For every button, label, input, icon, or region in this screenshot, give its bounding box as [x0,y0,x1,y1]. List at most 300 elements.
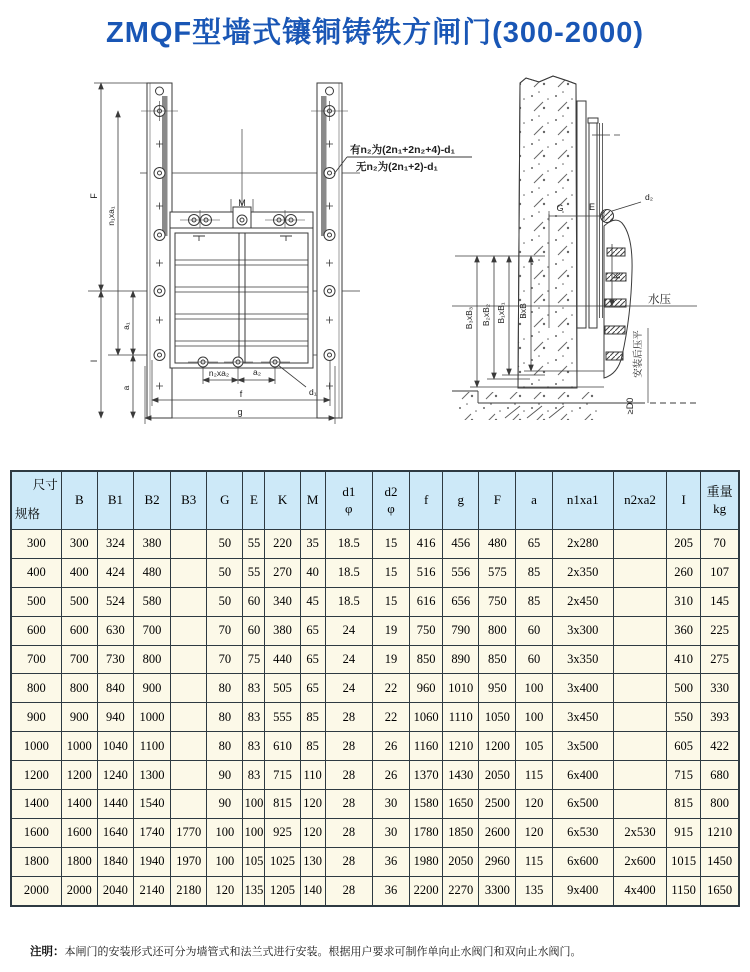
table-cell: 815 [265,790,300,819]
table-cell: 115 [516,847,552,876]
table-cell: 90 [207,790,243,819]
table-header-row [11,471,739,530]
column-header: B3 [171,471,207,530]
column-header: n2xa2 [613,471,666,530]
column-header: I [667,471,701,530]
table-cell [613,530,666,559]
table-cell: 890 [443,645,479,674]
table-cell [613,732,666,761]
table-cell: 1210 [443,732,479,761]
table-cell: 840 [97,674,133,703]
table-cell: 1580 [410,790,443,819]
table-cell: 3x400 [552,674,613,703]
table-cell: 1110 [443,703,479,732]
dim-label-b3xb3: B₃xB₃ [464,306,474,330]
table-cell: 220 [265,530,300,559]
spec-row-header: 1800 [11,847,61,876]
table-cell: 19 [372,616,409,645]
table-cell: 550 [667,703,701,732]
table-cell: 55 [243,530,265,559]
spec-row-header: 700 [11,645,61,674]
table-cell [171,587,207,616]
footnote-label: 注明： [30,946,65,958]
table-cell: 80 [207,732,243,761]
table-cell: 340 [265,587,300,616]
table-cell: 1015 [667,847,701,876]
table-cell: 1440 [97,790,133,819]
table-cell: 3x450 [552,703,613,732]
table-cell: 600 [61,616,97,645]
table-cell: 1650 [701,876,739,905]
table-cell: 815 [667,790,701,819]
table-cell: 3300 [479,876,516,905]
table-cell: 80 [207,674,243,703]
table-cell: 1540 [133,790,170,819]
table-row [11,558,739,587]
dim-label-n1xa1: n₁xa₁ [106,206,116,226]
table-cell: 555 [265,703,300,732]
technical-drawing [0,66,750,468]
table-cell: 1025 [265,847,300,876]
column-header: n1xa1 [552,471,613,530]
table-cell: 40 [300,558,325,587]
spec-row-header: 400 [11,558,61,587]
table-cell: 18.5 [325,587,372,616]
table-cell: 6x500 [552,790,613,819]
table-cell: 120 [300,818,325,847]
table-cell: 1205 [265,876,300,905]
table-cell: 580 [133,587,170,616]
side-view [452,76,700,420]
table-cell: 680 [701,761,739,790]
table-cell [613,703,666,732]
table-cell: 1160 [410,732,443,761]
table-cell: 130 [300,847,325,876]
spec-row-header: 800 [11,674,61,703]
table-cell [613,558,666,587]
table-cell: 18.5 [325,530,372,559]
table-cell: 65 [300,616,325,645]
column-header: d1 φ [325,471,372,530]
table-row [11,616,739,645]
table-cell [171,616,207,645]
table-cell: 1300 [133,761,170,790]
table-cell: 1940 [133,847,170,876]
corner-label-size: 尺寸 [32,478,58,492]
bottom-bolts [188,357,290,367]
table-cell: 900 [61,703,97,732]
table-cell: 393 [701,703,739,732]
table-cell: 1000 [133,703,170,732]
dim-label-G: G [556,203,564,213]
table-cell: 107 [701,558,739,587]
table-cell: 330 [701,674,739,703]
table-cell: 70 [207,616,243,645]
table-cell: 55 [243,558,265,587]
table-cell: 960 [410,674,443,703]
front-view [88,83,472,424]
table-cell: 270 [265,558,300,587]
water-pressure-label: 水压 [648,294,671,306]
table-cell: 24 [325,674,372,703]
column-header: E [243,471,265,530]
spec-row-header: 1200 [11,761,61,790]
table-cell: 800 [479,616,516,645]
table-cell: 850 [410,645,443,674]
flatten-after-install-label: 安装后压平 [633,330,644,378]
table-cell: 120 [516,818,552,847]
column-header: F [479,471,516,530]
dim-label-a2: a₂ [252,367,262,377]
table-cell: 925 [265,818,300,847]
table-cell: 9x400 [552,876,613,905]
table-cell: 524 [97,587,133,616]
table-cell: 85 [516,558,552,587]
table-cell: 275 [701,645,739,674]
table-cell: 100 [243,818,265,847]
table-cell: 85 [300,732,325,761]
table-cell: 24 [325,645,372,674]
table-cell: 630 [97,616,133,645]
table-row [11,847,739,876]
table-cell: 1370 [410,761,443,790]
table-cell: 480 [133,558,170,587]
table-cell: 85 [300,703,325,732]
column-header: 重量kg [701,471,739,530]
table-cell: 28 [325,876,372,905]
table-cell: 715 [667,761,701,790]
table-cell: 610 [265,732,300,761]
column-header: K [265,471,300,530]
table-cell: 1800 [61,847,97,876]
table-cell: 1400 [61,790,97,819]
table-cell: 800 [133,645,170,674]
table-cell [613,616,666,645]
table-cell: 950 [479,674,516,703]
table-cell: 1210 [701,818,739,847]
table-cell: 380 [133,530,170,559]
table-cell: 915 [667,818,701,847]
dim-label-b1xb1: B₁xB₁ [496,302,506,324]
table-cell: 1010 [443,674,479,703]
table-cell: 100 [516,703,552,732]
table-cell: 50 [207,587,243,616]
table-cell: 1980 [410,847,443,876]
table-cell: 1060 [410,703,443,732]
table-cell: 2140 [133,876,170,905]
spec-row-header: 1400 [11,790,61,819]
table-cell: 2x350 [552,558,613,587]
table-cell: 15 [372,530,409,559]
annotation-line2: 无n₂为(2n₁+2)-d₁ [356,161,438,173]
table-cell: 28 [325,732,372,761]
column-header: M [300,471,325,530]
table-cell: 85 [516,587,552,616]
table-cell: 120 [207,876,243,905]
table-cell: 45 [300,587,325,616]
gate-leaf-section [601,210,633,379]
table-row [11,732,739,761]
table-cell: 2x530 [613,818,666,847]
table-cell: 556 [443,558,479,587]
dim-label-g: g [237,407,243,417]
table-cell: 940 [97,703,133,732]
spec-row-header: 1600 [11,818,61,847]
table-cell [171,558,207,587]
table-cell: 36 [372,876,409,905]
spec-row-header: 900 [11,703,61,732]
table-cell: 456 [443,530,479,559]
table-cell: 2600 [479,818,516,847]
table-row [11,703,739,732]
table-cell [613,587,666,616]
table-cell: 3x500 [552,732,613,761]
table-cell: 310 [667,587,701,616]
gate-panel [170,228,313,368]
dim-label-M: M [238,198,246,208]
table-row [11,761,739,790]
table-cell: 2000 [61,876,97,905]
table-cell: 15 [372,587,409,616]
table-cell [613,674,666,703]
dim-label-E: E [588,202,596,212]
table-cell: 1450 [701,847,739,876]
table-cell: 115 [516,761,552,790]
table-cell: 30 [372,790,409,819]
table-cell: 22 [372,674,409,703]
table-cell: 50 [207,530,243,559]
wall-section [518,76,577,388]
dim-label-d1: d₁ [309,387,317,397]
table-cell: 1640 [97,818,133,847]
column-header: B1 [97,471,133,530]
table-cell: 2200 [410,876,443,905]
table-cell: 105 [516,732,552,761]
table-cell: 1970 [171,847,207,876]
table-cell: 60 [516,645,552,674]
table-cell: 28 [325,818,372,847]
table-cell: 65 [516,530,552,559]
table-cell: 440 [265,645,300,674]
dim-label-a: a [121,385,131,391]
table-cell: 1600 [61,818,97,847]
table-cell: 60 [243,616,265,645]
annotation-line1: 有n₂为(2n₁+2n₂+4)-d₁ [350,144,455,156]
column-header: B2 [133,471,170,530]
table-cell: 1430 [443,761,479,790]
table-cell: 700 [133,616,170,645]
table-cell: 656 [443,587,479,616]
table-cell: 75 [243,645,265,674]
table-cell: 80 [207,703,243,732]
dim-label-b2xb2: B₂xB₂ [481,303,491,327]
table-cell: 480 [479,530,516,559]
dim-label-bxb: BxB [518,303,528,319]
table-cell [613,790,666,819]
table-cell [171,674,207,703]
table-cell: 324 [97,530,133,559]
table-cell: 1650 [443,790,479,819]
column-header: G [207,471,243,530]
table-cell: 225 [701,616,739,645]
table-cell [613,761,666,790]
table-cell: 516 [410,558,443,587]
table-cell: 135 [516,876,552,905]
table-cell: 2x600 [613,847,666,876]
table-cell: 28 [325,790,372,819]
table-cell: 100 [207,847,243,876]
table-row [11,645,739,674]
table-cell: 2270 [443,876,479,905]
corner-header-cell [11,471,61,530]
table-cell: 1000 [61,732,97,761]
table-cell: 120 [300,790,325,819]
table-cell [171,530,207,559]
table-cell: 1050 [479,703,516,732]
table-row [11,818,739,847]
column-header: g [443,471,479,530]
table-cell: 750 [479,587,516,616]
table-cell: 36 [372,847,409,876]
table-cell: 410 [667,645,701,674]
table-cell: 700 [61,645,97,674]
table-cell: 6x400 [552,761,613,790]
table-cell: 2040 [97,876,133,905]
dim-label-f: f [239,389,243,399]
table-cell: 6x600 [552,847,613,876]
dim-label-K: K [612,272,622,280]
table-cell: 110 [300,761,325,790]
table-cell: 105 [243,847,265,876]
table-cell: 1780 [410,818,443,847]
table-cell: 18.5 [325,558,372,587]
table-cell: 24 [325,616,372,645]
table-cell: 145 [701,587,739,616]
table-cell: 120 [516,790,552,819]
table-cell: 3x300 [552,616,613,645]
dim-label-F: F [89,193,99,199]
table-cell: 140 [300,876,325,905]
table-cell: 100 [207,818,243,847]
table-cell [171,761,207,790]
table-cell: 90 [207,761,243,790]
table-cell: 30 [372,818,409,847]
table-cell: 900 [133,674,170,703]
table-cell: 135 [243,876,265,905]
table-cell: 19 [372,645,409,674]
footnote [30,943,730,959]
table-cell: 416 [410,530,443,559]
table-cell: 35 [300,530,325,559]
table-cell: 26 [372,761,409,790]
table-cell: 83 [243,703,265,732]
table-cell: 1200 [61,761,97,790]
table-cell: 505 [265,674,300,703]
table-cell: 26 [372,732,409,761]
table-cell: 83 [243,761,265,790]
dim-label-d2: d₂ [645,192,654,202]
table-cell: 2050 [443,847,479,876]
table-cell: 83 [243,674,265,703]
table-cell: 1200 [479,732,516,761]
table-cell: 100 [516,674,552,703]
page-title: ZMQF型墙式镶铜铸铁方闸门(300-2000) [105,17,644,49]
table-cell: 15 [372,558,409,587]
table-row [11,674,739,703]
table-cell: 400 [61,558,97,587]
table-cell: 424 [97,558,133,587]
table-cell: 422 [701,732,739,761]
table-row [11,530,739,559]
table-cell: 1240 [97,761,133,790]
dim-label-a1: a₁ [121,322,131,330]
spec-row-header: 1000 [11,732,61,761]
corner-label-spec: 规格 [15,507,41,522]
table-cell: 790 [443,616,479,645]
table-cell: 2180 [171,876,207,905]
table-cell: 70 [207,645,243,674]
table-cell: 730 [97,645,133,674]
table-cell [171,645,207,674]
table-cell: 1770 [171,818,207,847]
table-cell: 6x530 [552,818,613,847]
table-row [11,587,739,616]
guide-rail-right [317,83,342,418]
table-cell: 715 [265,761,300,790]
table-cell: 3x350 [552,645,613,674]
table-cell: 575 [479,558,516,587]
table-cell: 50 [207,558,243,587]
table-cell: 4x400 [613,876,666,905]
table-cell: 28 [325,847,372,876]
table-cell: 2x450 [552,587,613,616]
table-cell: 65 [300,645,325,674]
table-cell: 1850 [443,818,479,847]
table-cell: 28 [325,761,372,790]
spec-row-header: 600 [11,616,61,645]
footnote-text: 本闸门的安装形式还可分为墙管式和法兰式进行安装。根据用户要求可制作单向止水阀门和双向止水阀门。 [64,946,582,958]
table-cell: 1150 [667,876,701,905]
table-cell: 500 [667,674,701,703]
table-cell [171,732,207,761]
spec-row-header: 2000 [11,876,61,905]
table-cell: 2x280 [552,530,613,559]
table-cell: 616 [410,587,443,616]
dimension-table [10,470,740,907]
table-cell: 1840 [97,847,133,876]
table-cell: 500 [61,587,97,616]
table-cell: 605 [667,732,701,761]
table-row [11,790,739,819]
column-header: d2 φ [372,471,409,530]
table-cell: 65 [300,674,325,703]
table-cell: 2500 [479,790,516,819]
table-row [11,876,739,905]
table-cell: 2960 [479,847,516,876]
guide-rail-left [147,83,172,418]
table-cell: 850 [479,645,516,674]
table-cell: 60 [243,587,265,616]
dim-label-n2xa2: n₂xa₂ [208,368,230,378]
table-cell: 100 [243,790,265,819]
spec-row-header: 300 [11,530,61,559]
table-cell: 750 [410,616,443,645]
table-cell: 83 [243,732,265,761]
table-cell: 1100 [133,732,170,761]
dim-label-I: I [89,359,99,363]
table-cell: 300 [61,530,97,559]
table-cell: 380 [265,616,300,645]
